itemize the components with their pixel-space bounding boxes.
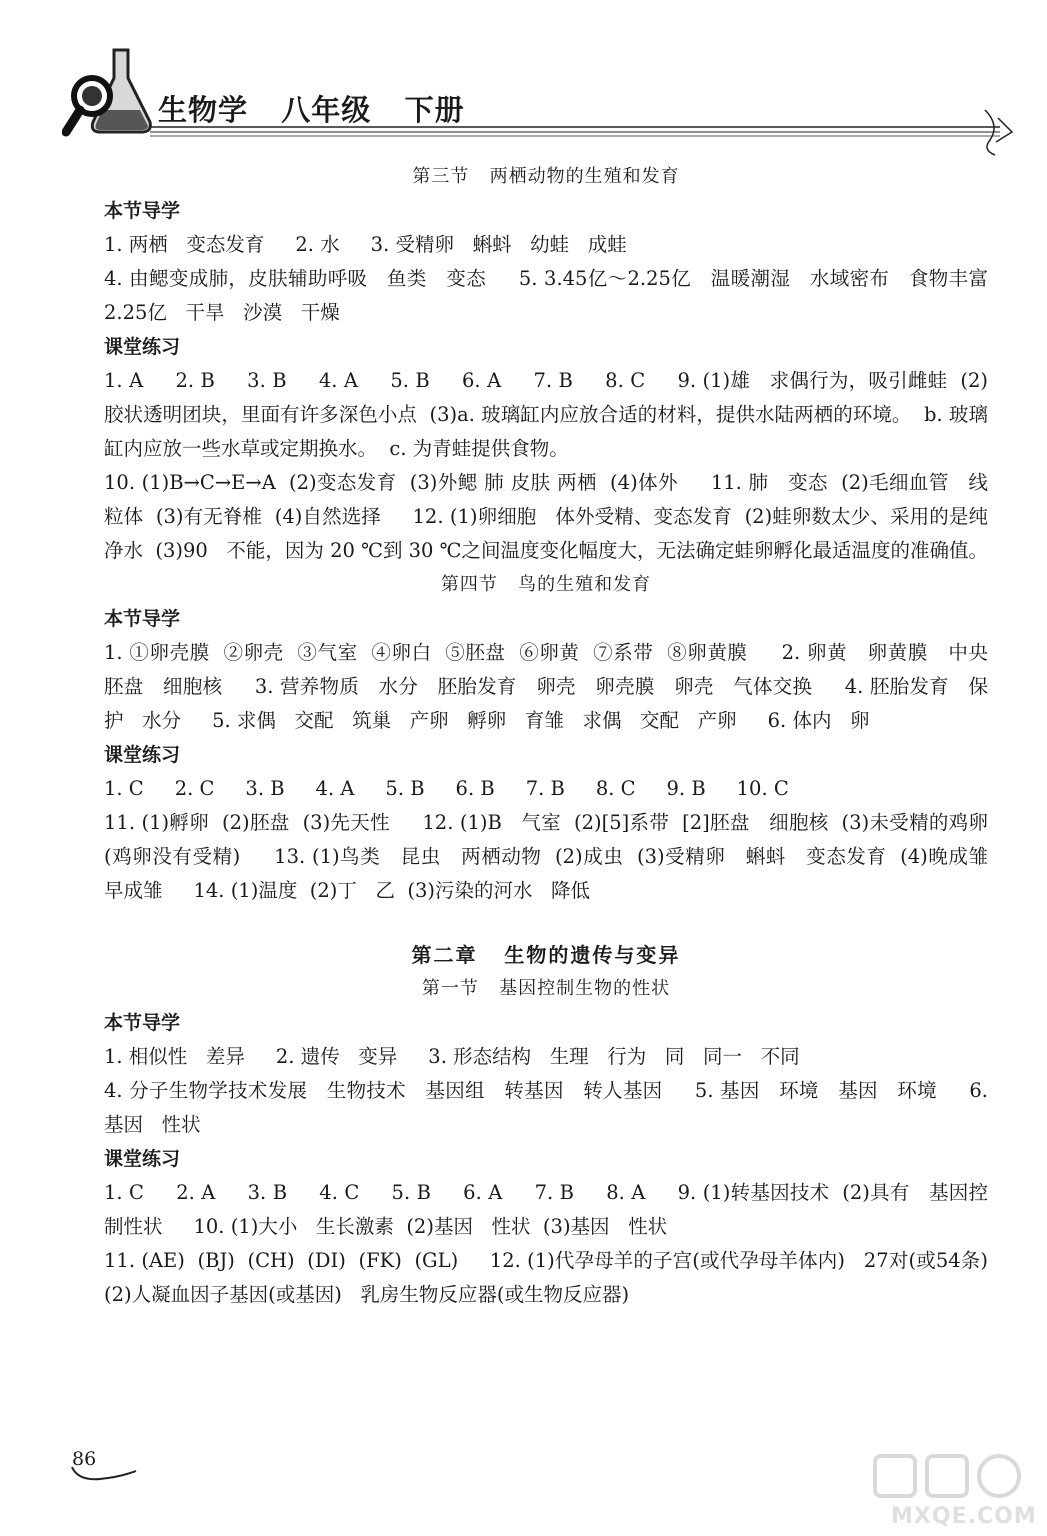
guide-heading: 本节导学 — [104, 200, 181, 222]
answer-content — [104, 160, 1007, 1312]
practice-heading: 课堂练习 — [104, 744, 181, 766]
guide-answers: 1. 相似性 差异 2. 遗传 变异 3. 形态结构 生理 行为 同 同一 不同 4. 分子生物学技术发展 生物技术 基因组 转基因 转人基因 5. 基因 环境 基因 环境 6. 基因 性状 — [104, 1045, 988, 1136]
header-rule — [0, 0, 1047, 160]
practice-answers: 1. C 2. C 3. B 4. A 5. B 6. B 7. B 8. C 9. B 10. C 11. (1)孵卵 (2)胚盘 (3)先天性 12. (1)B 气室 (2)[5]系带 [2]胚盘 细胞核 (3)未受精的鸡卵(鸡卵没有受精) 13. (1)鸟类 昆虫 两栖动物 (2)成虫 (3)受精卵 蝌蚪 变态发育 (4)晚成雏 早成雏 14. (1)温度 (2)丁 乙 (3)污染的河水 降低 — [104, 777, 988, 902]
section-title: 第一节 基因控制生物的性状 — [421, 978, 671, 999]
section-title: 第三节 两栖动物的生殖和发育 — [412, 166, 680, 187]
guide-answers: 1. ①卵壳膜 ②卵壳 ③气室 ④卵白 ⑤胚盘 ⑥卵黄 ⑦系带 ⑧卵黄膜 2. 卵黄 卵黄膜 中央 胚盘 细胞核 3. 营养物质 水分 胚胎发育 卵壳 卵壳膜 卵壳 气体交换 4. 胚胎发育 保护 水分 5. 求偶 交配 筑巢 产卵 孵卵 育雏 求偶 交配 产卵 6. 体内 卵 — [104, 641, 1007, 732]
guide-heading: 本节导学 — [104, 1012, 181, 1034]
chapter-heredity — [104, 938, 988, 1312]
page-number: 86 — [72, 1448, 97, 1470]
watermark-text: MXQE.COM — [891, 1504, 1037, 1529]
practice-answers: 1. A 2. B 3. B 4. A 5. B 6. A 7. B 8. C 9. (1)雄 求偶行为，吸引雌蛙 (2)胶状透明团块，里面有许多深色小点 (3)a. 玻璃缸内应放合适的材料，提供水陆两栖的环境。 b. 玻璃缸内应放一些水草或定期换水。 c. 为青蛙提供食物。 10. (1)B→C→E→A (2)变态发育 (3)外鳃 肺 皮肤 两栖 (4)体外 11. 肺 变态 (2)毛细血管 线粒体 (3)有无脊椎 (4)自然选择 12. (1)卵细胞 体外受精、变态发育 (2)蛙卵数太少、采用的是纯净水 (3)90 不能，因为 20 ℃到 30 ℃之间温度变化幅度大，无法确定蛙卵孵化最适温度的准确值。 — [104, 369, 988, 562]
practice-answers: 1. C 2. A 3. B 4. C 5. B 6. A 7. B 8. A 9. (1)转基因技术 (2)具有 基因控制性状 10. (1)大小 生长激素 (2)基因 性状 (3)基因 性状 11. (AE) (BJ) (CH) (DI) (FK) (GL) 12. (1)代孕母羊的子宫(或代孕母羊体内) 27对(或54条) (2)人凝血因子基因(或基因) 乳房生物反应器(或生物反应器) — [104, 1181, 988, 1306]
page-header — [0, 0, 1047, 160]
section-birds — [104, 568, 1007, 908]
watermark-logo-icon — [865, 1452, 1035, 1502]
practice-heading: 课堂练习 — [104, 336, 181, 358]
guide-answers: 1. 两栖 变态发育 2. 水 3. 受精卵 蝌蚪 幼蛙 成蛙 4. 由鳃变成肺，皮肤辅助呼吸 鱼类 变态 5. 3.45亿～2.25亿 温暖潮湿 水域密布 食物丰富 2.25亿 干旱 沙漠 干燥 — [104, 233, 988, 324]
page-number-ornament — [70, 1465, 140, 1485]
watermark — [865, 1452, 1035, 1532]
section-amphibians — [104, 160, 988, 568]
practice-heading: 课堂练习 — [104, 1148, 181, 1170]
chapter-title: 第二章 生物的遗传与变异 — [411, 943, 681, 967]
section-title: 第四节 鸟的生殖和发育 — [440, 574, 652, 595]
book-title: 生物学 八年级 下册 — [158, 93, 465, 127]
guide-heading: 本节导学 — [104, 608, 181, 630]
